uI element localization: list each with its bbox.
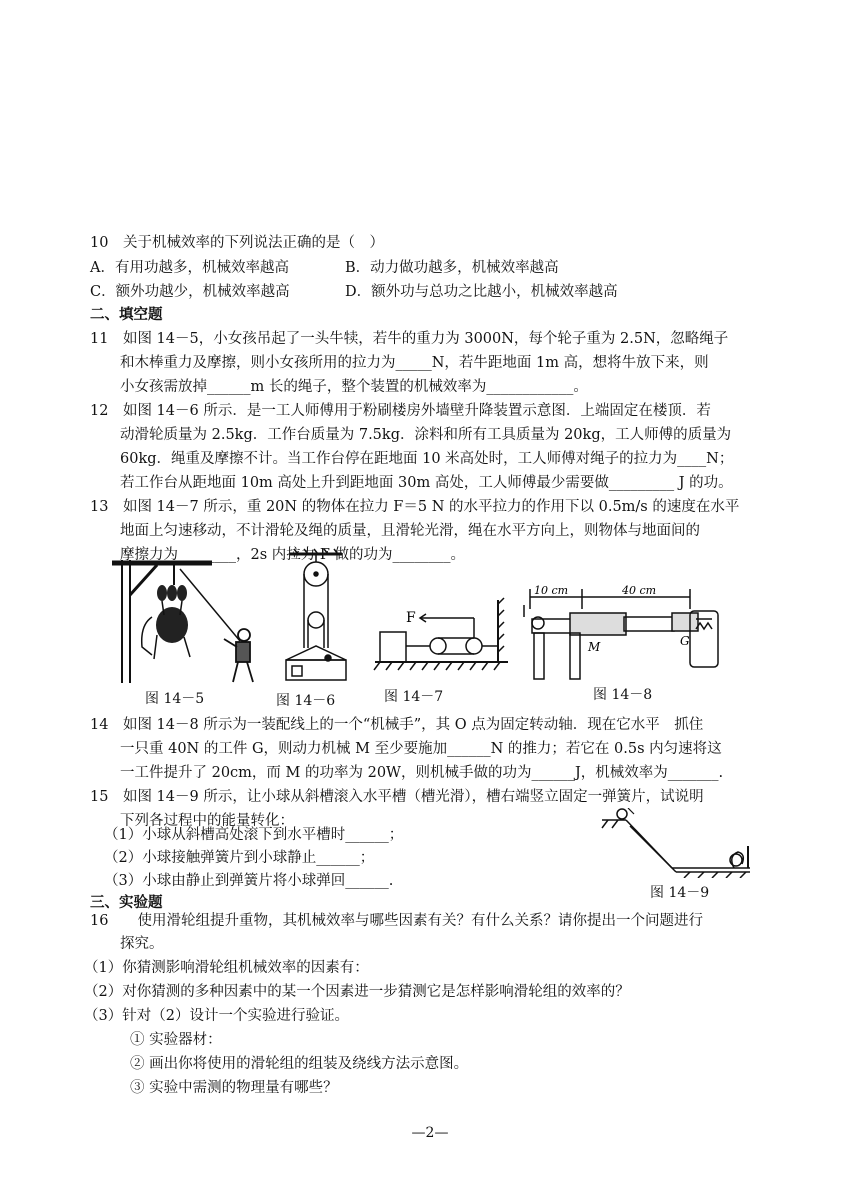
figure-14-5-caption: 图 14－5 [145,691,205,707]
q11-line-3: 小女孩需放掉______m 长的绳子，整个装置的机械效率为____________。 [120,379,588,395]
q10-option-b: B．动力做功越多，机械效率越高 [345,260,559,276]
q11-line-1: 11 如图 14－5，小女孩吊起了一头牛犊，若牛的重力为 3000N，每个轮子重为 2.5N，忽略绳子 [90,331,729,347]
q11-line-2: 和木棒重力及摩擦，则小女孩所用的拉力为_____N，若牛距地面 1m 高，想将牛放下来，则 [120,355,709,371]
q10-stem: 10 关于机械效率的下列说法正确的是（ ） [90,235,384,251]
section-heading-fill-blank: 二、填空题 [90,306,163,323]
q15-line-1: 15 如图 14－9 所示，让小球从斜槽滚入水平槽（槽光滑），槽右端竖立固定一弹簧片，试说明 [90,789,704,805]
q12-line-4: 若工作台从距地面 10m 高处上升到距地面 30m 高处，工人师傅最少需要做_________ J 的功。 [120,475,733,491]
q16-part-1: （1）你猜测影响滑轮组机械效率的因素有： [84,960,369,976]
q10-option-c: C．额外功越少，机械效率越高 [90,284,290,300]
q14-line-1: 14 如图 14－8 所示为一装配线上的一个“机械手”，其 O 点为固定转动轴．现在它水平 抓住 [90,717,704,733]
q16-line-2: 探究。 [120,936,164,952]
q16-step-3: ③ 实验中需测的物理量有哪些？ [130,1080,338,1096]
q13-line-3: 摩擦力为________，2s 内拉力 F 做的功为________。 [120,547,466,563]
q14-line-2: 一只重 40N 的工件 G，则动力机械 M 至少要施加______N 的推力；若它在 0.5s 内匀速将这 [120,741,722,757]
figure-14-8-m-label: M [588,640,601,654]
q15-sub-3: （3）小球由静止到弹簧片将小球弹回______. [104,873,394,889]
q12-line-2: 动滑轮质量为 2.5kg．工作台质量为 7.5kg．涂料和所有工具质量为 20kg，工人师傅的质量为 [120,427,732,443]
figure-14-8-40cm-label: 40 cm [622,584,657,597]
figure-14-8-mechanical-hand [520,583,730,681]
q10-option-a: A．有用功越多，机械效率越高 [90,260,289,276]
figure-14-7-block-pulley [370,590,510,676]
figure-14-8-g-label: G [680,634,690,648]
q16-line-1: 16 使用滑轮组提升重物，其机械效率与哪些因素有关？有什么关系？请你提出一个问题进行 [90,913,703,929]
figure-14-8-10cm-label: 10 cm [534,584,569,597]
q16-step-2: ② 画出你将使用的滑轮组的组装及绕线方法示意图。 [130,1056,469,1072]
q12-line-1: 12 如图 14－6 所示．是一工人师傅用于粉刷楼房外墙壁升降装置示意图．上端固定在楼顶．若 [90,403,711,419]
figure-14-5-calf-pulley [112,555,272,685]
page-number: —2— [411,1125,449,1141]
section-heading-experiment: 三、实验题 [90,894,163,911]
q15-sub-2: （2）小球接触弹簧片到小球静止______； [104,850,375,866]
figure-14-7-caption: 图 14－7 [384,689,444,705]
figure-14-8-caption: 图 14－8 [593,687,653,703]
figure-14-6-lifting-platform [282,548,354,682]
q13-line-1: 13 如图 14－7 所示，重 20N 的物体在拉力 F＝5 N 的水平拉力的作用下以 0.5m/s 的速度在水平 [90,499,740,515]
figure-14-6-caption: 图 14－6 [276,693,336,709]
q16-step-1: ① 实验器材： [130,1032,222,1048]
q16-part-3: （3）针对（2）设计一个实验进行验证。 [84,1008,349,1024]
figure-14-7-force-label: F [406,610,416,626]
q13-line-2: 地面上匀速移动，不计滑轮及绳的质量，且滑轮光滑，绳在水平方向上，则物体与地面间的 [120,523,700,539]
q15-sub-1: （1）小球从斜槽高处滚下到水平槽时______； [104,827,404,843]
q15-line-2: 下列各过程中的能量转化： [120,813,294,829]
figure-14-9-incline-groove [600,808,755,878]
q10-option-d: D．额外功与总功之比越小，机械效率越高 [345,284,618,300]
q14-line-3: 一工件提升了 20cm，而 M 的功率为 20W，则机械手做的功为______J，机械效率为_______. [120,765,724,781]
figure-14-9-caption: 图 14－9 [650,885,710,901]
q16-part-2: （2）对你猜测的多种因素中的某一个因素进一步猜测它是怎样影响滑轮组的效率的？ [84,984,630,1000]
q12-line-3: 60kg．绳重及摩擦不计。当工作台停在距地面 10 米高处时，工人师傅对绳子的拉力为____N； [120,451,734,467]
